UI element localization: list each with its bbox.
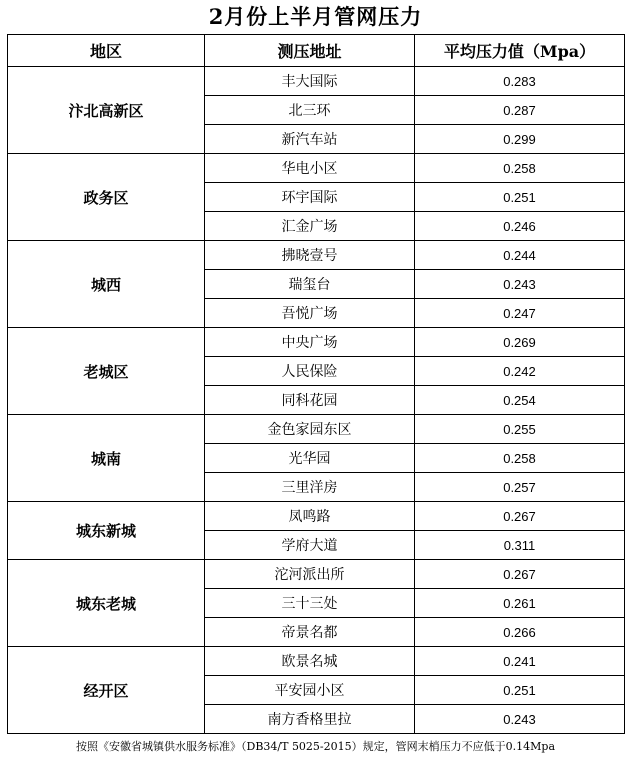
header-row: [8, 35, 625, 67]
table-row: [8, 415, 625, 444]
pressure-cell: 0.267: [415, 502, 625, 531]
table-row: [8, 502, 625, 531]
site-cell: 中央广场: [205, 328, 415, 357]
district-cell: 城南: [8, 415, 205, 502]
pressure-cell: 0.243: [415, 705, 625, 734]
header-pressure: 平均压力值（Mpa）: [415, 35, 625, 67]
table-row: [8, 67, 625, 96]
district-cell: 政务区: [8, 154, 205, 241]
site-cell: 华电小区: [205, 154, 415, 183]
table-row: [8, 560, 625, 589]
site-cell: 瑞玺台: [205, 270, 415, 299]
district-cell: 经开区: [8, 647, 205, 734]
pressure-cell: 0.257: [415, 473, 625, 502]
table-row: [8, 154, 625, 183]
pressure-cell: 0.258: [415, 154, 625, 183]
page-title: 2月份上半月管网压力: [208, 4, 423, 29]
site-cell: 帝景名都: [205, 618, 415, 647]
pressure-cell: 0.299: [415, 125, 625, 154]
district-cell: 城东新城: [8, 502, 205, 560]
pressure-cell: 0.267: [415, 560, 625, 589]
site-cell: 凤鸣路: [205, 502, 415, 531]
site-cell: 光华园: [205, 444, 415, 473]
pressure-cell: 0.283: [415, 67, 625, 96]
table-row: [8, 241, 625, 270]
site-cell: 三里洋房: [205, 473, 415, 502]
table-row: [8, 328, 625, 357]
pressure-table: [7, 34, 625, 734]
site-cell: 北三环: [205, 96, 415, 125]
pressure-cell: 0.247: [415, 299, 625, 328]
site-cell: 丰大国际: [205, 67, 415, 96]
site-cell: 平安园小区: [205, 676, 415, 705]
site-cell: 三十三处: [205, 589, 415, 618]
pressure-cell: 0.266: [415, 618, 625, 647]
site-cell: 环宇国际: [205, 183, 415, 212]
site-cell: 沱河派出所: [205, 560, 415, 589]
site-cell: 同科花园: [205, 386, 415, 415]
district-cell: 城西: [8, 241, 205, 328]
pressure-cell: 0.244: [415, 241, 625, 270]
pressure-cell: 0.241: [415, 647, 625, 676]
pressure-cell: 0.311: [415, 531, 625, 560]
pressure-cell: 0.251: [415, 676, 625, 705]
site-cell: 拂晓壹号: [205, 241, 415, 270]
pressure-cell: 0.258: [415, 444, 625, 473]
pressure-cell: 0.269: [415, 328, 625, 357]
site-cell: 汇金广场: [205, 212, 415, 241]
pressure-cell: 0.242: [415, 357, 625, 386]
pressure-cell: 0.246: [415, 212, 625, 241]
site-cell: 新汽车站: [205, 125, 415, 154]
table-row: [8, 647, 625, 676]
site-cell: 学府大道: [205, 531, 415, 560]
footnote: 按照《安徽省城镇供水服务标准》（DB34/T 5025-2015）规定，管网末梢压力不应低于0.14Mpa: [76, 740, 555, 753]
site-cell: 人民保险: [205, 357, 415, 386]
pressure-cell: 0.287: [415, 96, 625, 125]
site-cell: 吾悦广场: [205, 299, 415, 328]
pressure-cell: 0.243: [415, 270, 625, 299]
district-cell: 城东老城: [8, 560, 205, 647]
header-site: 测压地址: [205, 35, 415, 67]
header-district: 地区: [8, 35, 205, 67]
pressure-cell: 0.254: [415, 386, 625, 415]
site-cell: 欧景名城: [205, 647, 415, 676]
site-cell: 金色家园东区: [205, 415, 415, 444]
district-cell: 老城区: [8, 328, 205, 415]
district-cell: 汴北高新区: [8, 67, 205, 154]
pressure-cell: 0.251: [415, 183, 625, 212]
pressure-cell: 0.255: [415, 415, 625, 444]
pressure-cell: 0.261: [415, 589, 625, 618]
site-cell: 南方香格里拉: [205, 705, 415, 734]
